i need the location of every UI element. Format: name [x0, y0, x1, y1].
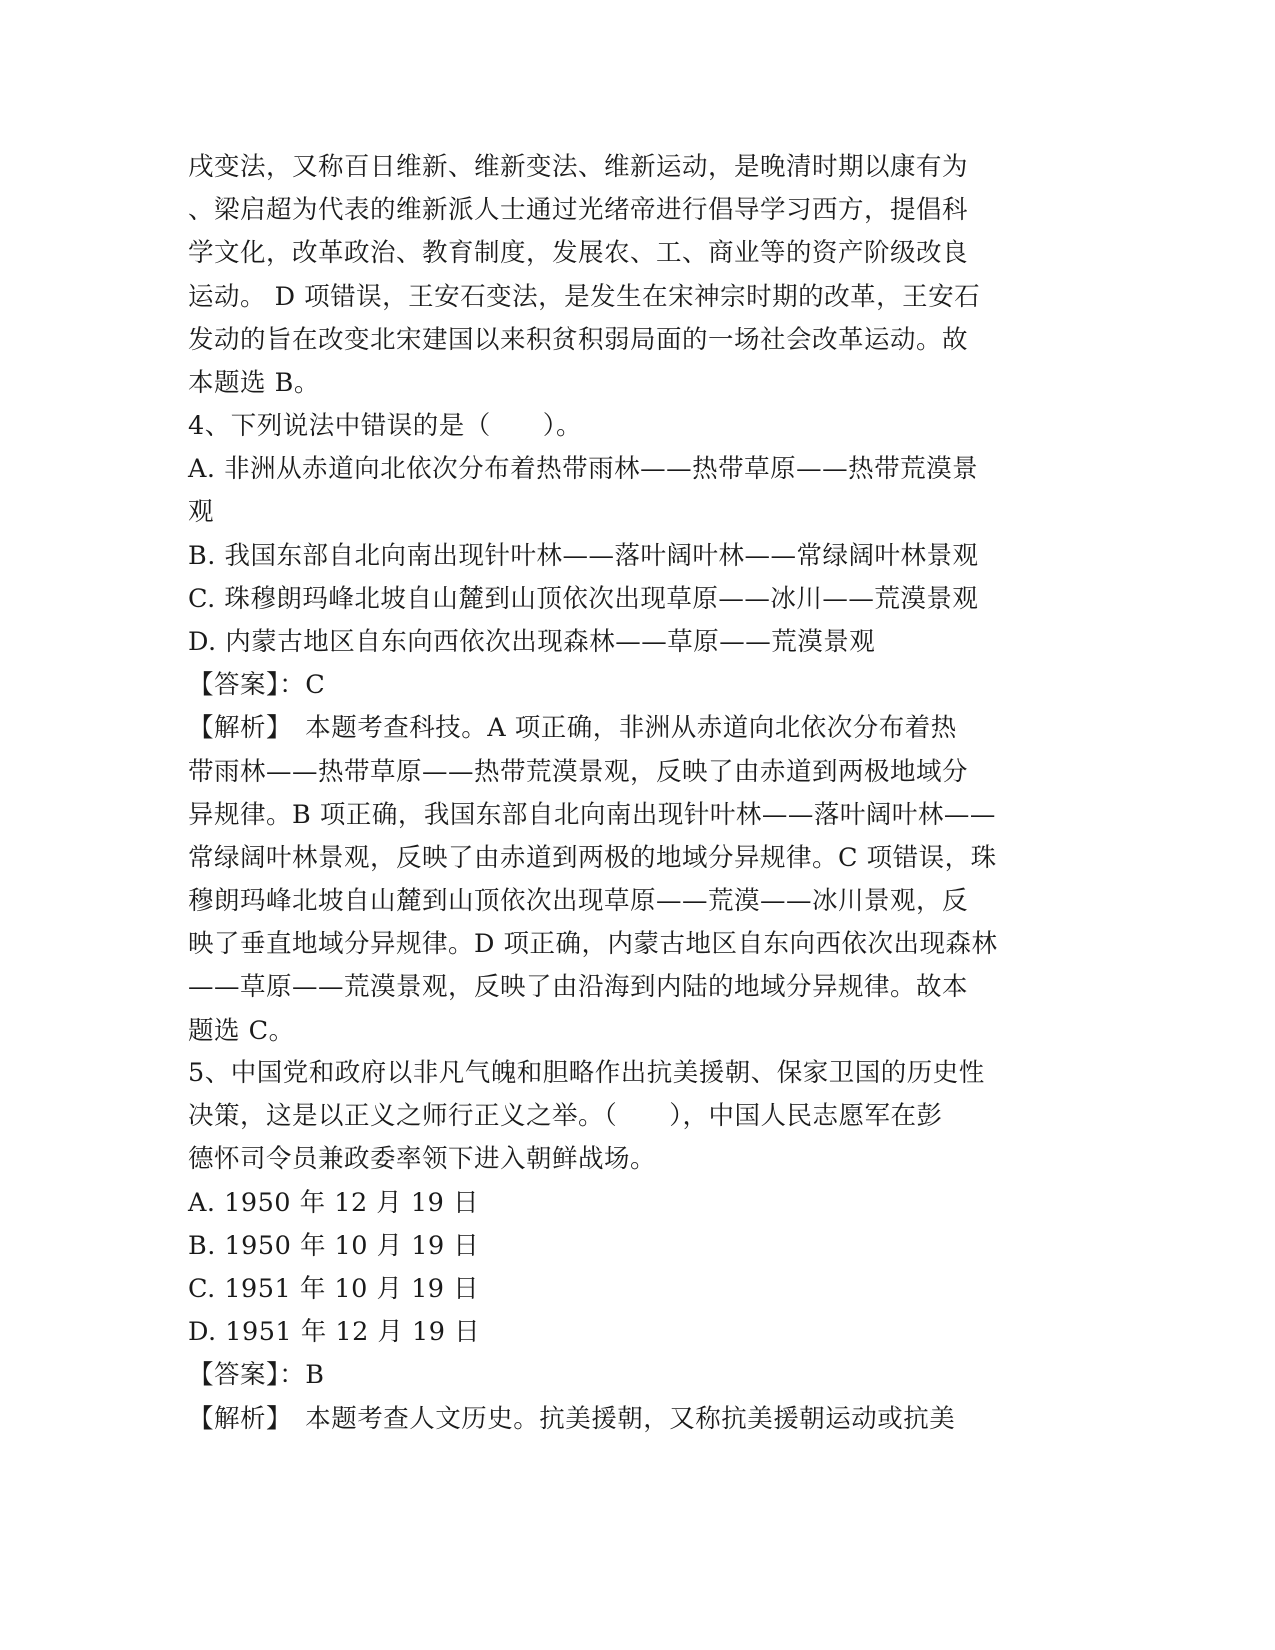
explanation-line: 穆朗玛峰北坡自山麓到山顶依次出现草原——荒漠——冰川景观，反 — [188, 886, 969, 917]
question-stem: 4、下列说法中错误的是（ ）。 — [188, 411, 582, 441]
explanation-line: 带雨林——热带草原——热带荒漠景观，反映了由赤道到两极地域分 — [188, 756, 969, 787]
answer: 【答案】：B — [188, 1360, 325, 1391]
option-c: C. 珠穆朗玛峰北坡自山麓到山顶依次出现草原——冰川——荒漠景观 — [188, 583, 979, 614]
explanation-line: ——草原——荒漠景观，反映了由沿海到内陆的地域分异规律。故本 — [188, 972, 969, 1003]
text-line: 运动。 D 项错误，王安石变法，是发生在宋神宗时期的改革，王安石 — [188, 281, 981, 312]
option-b: B. 我国东部自北向南出现针叶林——落叶阔叶林——常绿阔叶林景观 — [188, 540, 979, 571]
option-a: A. 非洲从赤道向北依次分布着热带雨林——热带草原——热带荒漠景 — [188, 454, 979, 485]
question-5 — [188, 1052, 1088, 1441]
question-stem: 决策，这是以正义之师行正义之举。（ ），中国人民志愿军在彭 — [188, 1101, 943, 1132]
text-line: 本题选 B。 — [188, 367, 320, 398]
question-stem: 5、中国党和政府以非凡气魄和胆略作出抗美援朝、保家卫国的历史性 — [188, 1058, 985, 1088]
option-b: B. 1950 年 10 月 19 日 — [188, 1230, 480, 1261]
text-line: 、梁启超为代表的维新派人士通过光绪帝进行倡导学习西方，提倡科 — [188, 195, 969, 226]
answer: 【答案】：C — [188, 670, 326, 701]
question-stem: 德怀司令员兼政委率领下进入朝鲜战场。 — [188, 1144, 657, 1175]
explanation-line: 题选 C。 — [188, 1015, 295, 1046]
option-d: D. 1951 年 12 月 19 日 — [188, 1317, 481, 1348]
explanation-line: 异规律。B 项正确，我国东部自北向南出现针叶林——落叶阔叶林—— — [188, 799, 996, 830]
text-line: 戌变法，又称百日维新、维新变法、维新运动，是晚清时期以康有为 — [188, 152, 969, 182]
explanation-continuation — [188, 146, 1088, 405]
explanation-line: 常绿阔叶林景观，反映了由赤道到两极的地域分异规律。C 项错误，珠 — [188, 842, 997, 873]
option-a-continued: 观 — [188, 497, 215, 528]
explanation-line: 【解析】 本题考查科技。A 项正确，非洲从赤道向北依次分布着热 — [188, 713, 957, 744]
option-d: D. 内蒙古地区自东向西依次出现森林——草原——荒漠景观 — [188, 626, 876, 657]
question-4 — [188, 405, 1088, 1053]
option-a: A. 1950 年 12 月 19 日 — [188, 1187, 479, 1218]
explanation-line: 映了垂直地域分异规律。D 项正确，内蒙古地区自东向西依次出现森林 — [188, 929, 998, 960]
explanation-line: 【解析】 本题考查人文历史。抗美援朝，又称抗美援朝运动或抗美 — [188, 1403, 956, 1434]
option-c: C. 1951 年 10 月 19 日 — [188, 1273, 480, 1304]
text-line: 发动的旨在改变北宋建国以来积贫积弱局面的一场社会改革运动。故 — [188, 324, 969, 355]
text-line: 学文化，改革政治、教育制度，发展农、工、商业等的资产阶级改良 — [188, 238, 969, 269]
